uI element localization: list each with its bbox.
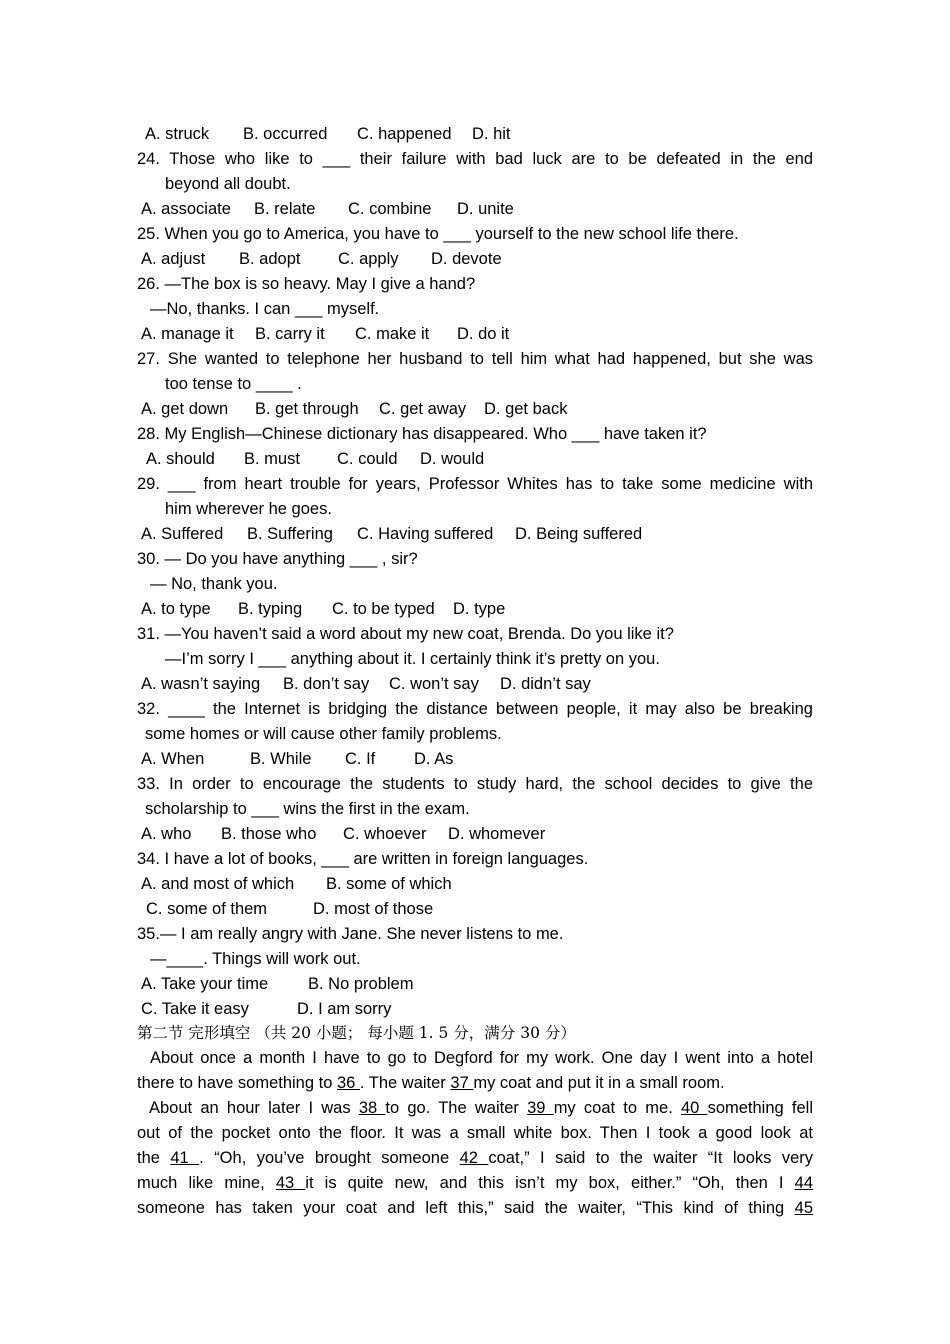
passage-text: . “Oh, you’ve brought someone xyxy=(199,1149,460,1167)
blank-45: 45 xyxy=(794,1199,813,1217)
q34-stem: 34. I have a lot of books, ___ are written in foreign languages. xyxy=(137,850,589,868)
passage-line-3 xyxy=(149,1096,813,1121)
passage-text: there to have something to xyxy=(137,1074,337,1092)
blank-44: 44 xyxy=(794,1174,813,1192)
blank-40: 40 xyxy=(681,1099,708,1117)
blank-37: 37 xyxy=(450,1074,474,1092)
passage-line-7 xyxy=(137,1196,813,1221)
q26-stem-reply: —No, thanks. I can ___ myself. xyxy=(150,300,380,318)
q24-option-d: D. unite xyxy=(457,200,514,218)
q30-option-b: B. typing xyxy=(238,600,303,618)
q30-option-d: D. type xyxy=(453,600,506,618)
q24-stem: 24. Those who like to ___ their failure with bad luck are to be defeated in the end xyxy=(137,150,813,168)
passage-text: something fell xyxy=(707,1099,814,1117)
blank-43: 43 xyxy=(275,1174,306,1192)
q25-stem: 25. When you go to America, you have to ___ yourself to the new school life there. xyxy=(137,225,739,243)
q33-option-c: C. whoever xyxy=(343,825,427,843)
q29-stem-cont: him wherever he goes. xyxy=(165,500,332,518)
blank-42: 42 xyxy=(459,1149,489,1167)
q26-option-c: C. make it xyxy=(355,325,430,343)
q27-option-a: A. get down xyxy=(141,400,229,418)
q26-option-d: D. do it xyxy=(457,325,510,343)
q31-option-d: D. didn’t say xyxy=(500,675,591,693)
q33-option-a: A. who xyxy=(141,825,192,843)
q25-option-a: A. adjust xyxy=(141,250,206,268)
blank-36: 36 xyxy=(336,1074,360,1092)
passage-text: About an hour later I was xyxy=(149,1099,359,1117)
q27-option-d: D. get back xyxy=(484,400,568,418)
passage-text: someone has taken your coat and left this,” said the waiter, “This kind of thing xyxy=(137,1199,795,1217)
q28-option-a: A. should xyxy=(146,450,215,468)
q27-option-c: C. get away xyxy=(379,400,467,418)
passage-text: it is quite new, and this isn’t my box, either.” “Oh, then I xyxy=(305,1174,795,1192)
q34-option-d: D. most of those xyxy=(313,900,434,918)
passage-text: . The waiter xyxy=(359,1074,451,1092)
q32-stem-cont: some homes or will cause other family problems. xyxy=(145,725,502,743)
q35-stem-reply: —____. Things will work out. xyxy=(150,950,361,968)
q32-stem: 32. ____ the Internet is bridging the distance between people, it may also be breaking xyxy=(137,700,813,718)
q24-option-b: B. relate xyxy=(254,200,316,218)
q32-option-d: D. As xyxy=(414,750,454,768)
q32-option-c: C. If xyxy=(345,750,376,768)
q28-option-d: D. would xyxy=(420,450,485,468)
passage-text: much like mine, xyxy=(137,1174,276,1192)
passage-text: my coat to me. xyxy=(553,1099,681,1117)
q32-option-b: B. While xyxy=(250,750,312,768)
q25-option-c: C. apply xyxy=(338,250,399,268)
q29-option-d: D. Being suffered xyxy=(515,525,643,543)
q23-option-d: D. hit xyxy=(472,125,511,143)
q23-option-a: A. struck xyxy=(145,125,210,143)
q25-option-d: D. devote xyxy=(431,250,502,268)
q26-option-b: B. carry it xyxy=(255,325,325,343)
q27-option-b: B. get through xyxy=(255,400,359,418)
blank-38: 38 xyxy=(358,1099,386,1117)
q31-option-b: B. don’t say xyxy=(283,675,370,693)
q35-stem: 35.— I am really angry with Jane. She never listens to me. xyxy=(137,925,564,943)
q31-option-c: C. won’t say xyxy=(389,675,479,693)
q35-option-c: C. Take it easy xyxy=(141,1000,249,1018)
q35-option-b: B. No problem xyxy=(308,975,414,993)
q25-option-b: B. adopt xyxy=(239,250,301,268)
q30-option-c: C. to be typed xyxy=(332,600,435,618)
q28-stem: 28. My English—Chinese dictionary has disappeared. Who ___ have taken it? xyxy=(137,425,707,443)
passage-text: to go. The waiter xyxy=(385,1099,528,1117)
blank-41: 41 xyxy=(170,1149,200,1167)
passage-line-5 xyxy=(137,1146,813,1171)
q30-option-a: A. to type xyxy=(141,600,211,618)
q27-stem-cont: too tense to ____ . xyxy=(165,375,302,393)
q29-option-a: A. Suffered xyxy=(141,525,224,543)
passage-text: coat,” I said to the waiter “It looks very xyxy=(488,1149,814,1167)
q24-option-c: C. combine xyxy=(348,200,432,218)
q29-option-c: C. Having suffered xyxy=(357,525,494,543)
q30-stem: 30. — Do you have anything ___ , sir? xyxy=(137,550,418,568)
blank-39: 39 xyxy=(527,1099,554,1117)
q32-option-a: A. When xyxy=(141,750,205,768)
q33-option-b: B. those who xyxy=(221,825,317,843)
q30-stem-reply: — No, thank you. xyxy=(150,575,278,593)
q28-option-b: B. must xyxy=(244,450,300,468)
q31-option-a: A. wasn’t saying xyxy=(141,675,261,693)
q31-stem: 31. —You haven’t said a word about my new coat, Brenda. Do you like it? xyxy=(137,625,674,643)
q23-option-c: C. happened xyxy=(357,125,452,143)
passage-line-4: out of the pocket onto the floor. It was a small white box. Then I took a good look at xyxy=(137,1124,813,1142)
q33-stem-cont: scholarship to ___ wins the first in the exam. xyxy=(145,800,470,818)
passage-line-6 xyxy=(137,1171,813,1196)
passage-text: the xyxy=(137,1149,171,1167)
q33-stem: 33. In order to encourage the students to study hard, the school decides to give the xyxy=(137,775,813,793)
q24-stem-cont: beyond all doubt. xyxy=(165,175,291,193)
passage-line-1: About once a month I have to go to Degford for my work. One day I went into a hotel xyxy=(150,1049,813,1067)
passage-line-2 xyxy=(137,1071,813,1096)
q34-option-a: A. and most of which xyxy=(141,875,295,893)
q35-option-d: D. I am sorry xyxy=(297,1000,392,1018)
q34-option-c: C. some of them xyxy=(146,900,268,918)
passage-text: my coat and put it in a small room. xyxy=(473,1074,725,1092)
q34-option-b: B. some of which xyxy=(326,875,452,893)
q29-option-b: B. Suffering xyxy=(247,525,333,543)
section-heading: 第二节 完形填空 （共 20 小题； 每小题 1. 5 分，满分 30 分） xyxy=(137,1024,576,1042)
q27-stem: 27. She wanted to telephone her husband to tell him what had happened, but she was xyxy=(137,350,813,368)
q26-stem: 26. —The box is so heavy. May I give a hand? xyxy=(137,275,476,293)
q24-option-a: A. associate xyxy=(141,200,231,218)
q28-option-c: C. could xyxy=(337,450,398,468)
q35-option-a: A. Take your time xyxy=(141,975,269,993)
q23-option-b: B. occurred xyxy=(243,125,328,143)
q29-stem: 29. ___ from heart trouble for years, Professor Whites has to take some medicine with xyxy=(137,475,813,493)
q26-option-a: A. manage it xyxy=(141,325,234,343)
q33-option-d: D. whomever xyxy=(448,825,546,843)
q31-stem-reply: —I’m sorry I ___ anything about it. I certainly think it’s pretty on you. xyxy=(165,650,660,668)
